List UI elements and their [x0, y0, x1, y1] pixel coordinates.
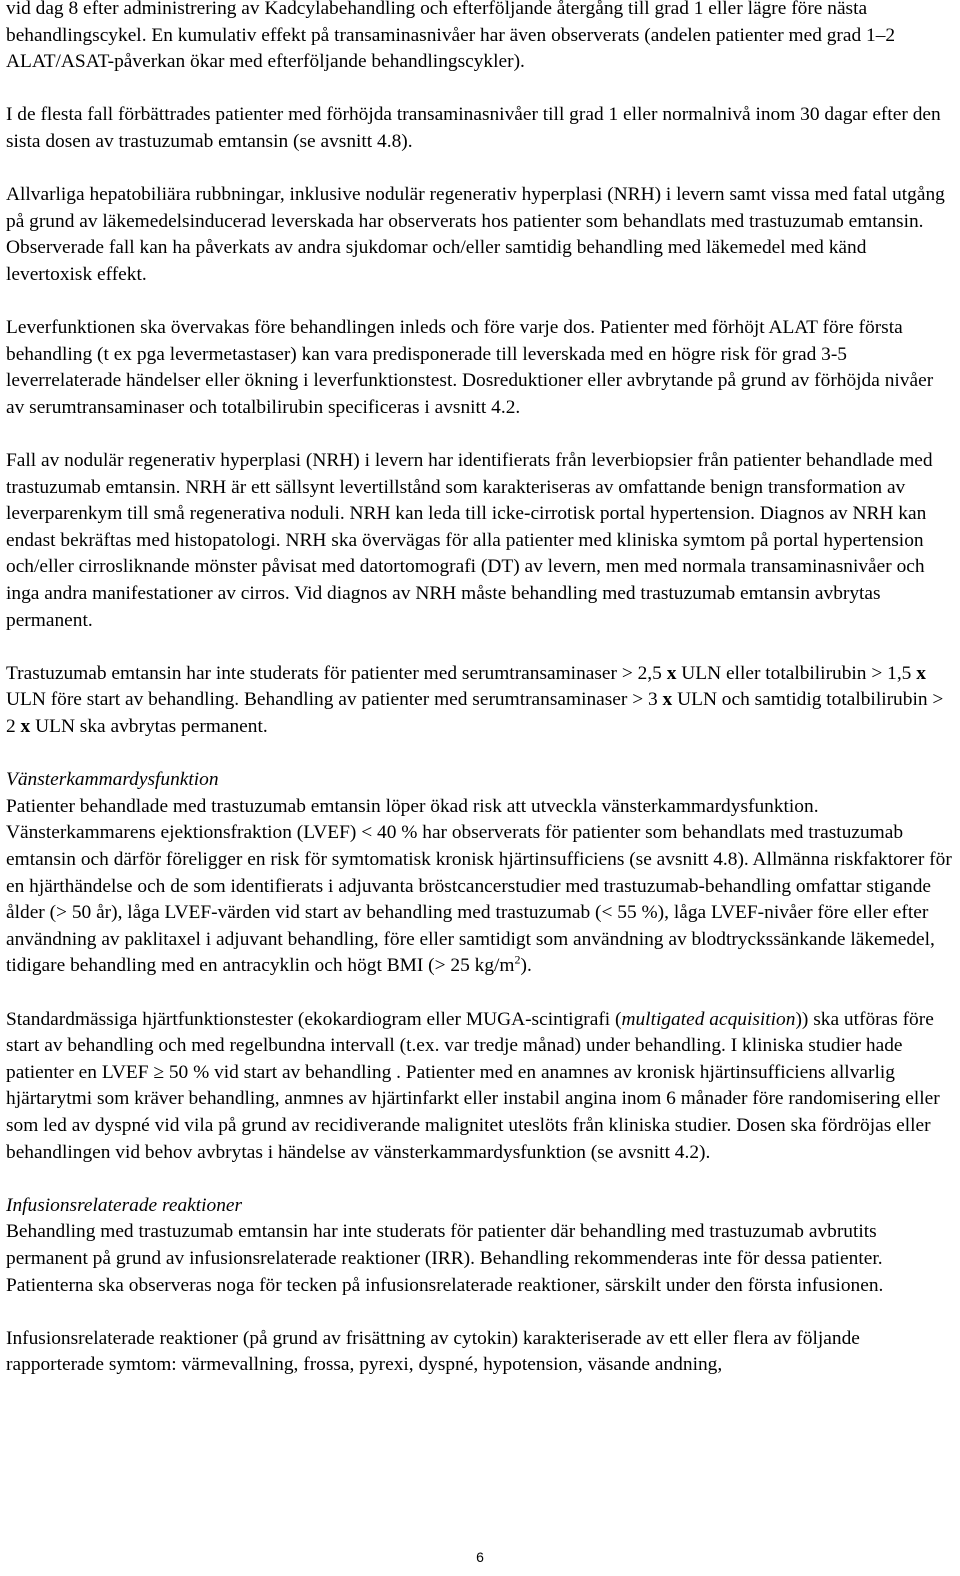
paragraph-liver-monitoring: Leverfunktionen ska övervakas före behandlingen inleds och före varje dos. Patienter med förhöjt ALAT före första behandling (t ex pga levermetastaser) kan vara predisponerade till leverskada med en högre risk för grad 3-5 leverrelaterade händelser eller ökning i leverfunktionstest. Dosreduktioner eller avbrytande på grund av förhöjda nivåer av serumtransaminaser och totalbilirubin specificeras i avsnitt 4.2.: [6, 317, 934, 418]
heading-left-ventricular-dysfunction: Vänsterkammardysfunktion: [6, 769, 219, 791]
paragraph-cardiac-function-tests: [6, 1007, 954, 1167]
irr-body-text: Behandling med trastuzumab emtansin har inte studerats för patienter där behandling med trastuzumab avbrutits permanent på grund av infusionsrelaterade reaktioner (IRR). Behandling rekommenderas inte för dessa patienter. Patienterna ska observeras noga för tecken på infusionsrelaterade reaktioner, särskilt under den första infusionen.: [6, 1221, 884, 1296]
uln-text-c: ULN före start av behandling. Behandling av patienter med serumtransaminaser > 3: [6, 689, 663, 711]
uln-multiplier-3: x: [662, 689, 673, 711]
page-number: 6: [476, 1549, 484, 1565]
uln-multiplier-1: x: [666, 662, 677, 684]
paragraph-transaminase-recovery-timing: vid dag 8 efter administrering av Kadcylabehandling och efterföljande återgång till grad 1 eller lägre före nästa behandlingscykel. En kumulativ effekt på transaminasnivåer har även observerats (andelen patienter med grad 1–2 ALAT/ASAT-påverkan ökar med efterföljande behandlingscykler).: [6, 0, 896, 73]
paragraph-nrh: Fall av nodulär regenerativ hyperplasi (NRH) i levern har identifierats från leverbiopsier från patienter behandlade med trastuzumab emtansin. NRH är ett sällsynt levertillstånd som karakteriseras av omfattande benign transformation av leverparenkym till små regenerativa noduli. NRH kan leda till icke-cirrotisk portal hypertension. Diagnos av NRH kan endast bekräftas med histopatologi. NRH ska övervägas för alla patienter med kliniska symtom på portal hypertension och/eller cirrosliknande mönster påvisat med datortomografi (DT) av levern, men med normala transaminasnivåer och inga andra manifestationer av cirros. Vid diagnos av NRH måste behandling med trastuzumab emtansin avbrytas permanent.: [6, 450, 933, 631]
cardiac-text-b: )) ska utföras före start av behandling och med regelbundna intervall (t.ex. var tredje månad) under behandling. I kliniska studier hade patienter en LVEF ≥ 50 % vid start av behandling . Patienter med en anamnes av kronisk hjärtinsufficiens allvarlig hjärtarytmi som kräver behandling, anmnes av hjärtinfarkt eller instabil angina inom 6 månader före randomisering eller som led av dyspné vid vila på grund av recidiverande malignitet uteslöts från kliniska studier. Dosen ska fördröjas eller behandlingen vid behov avbrytas i händelse av vänsterkammardysfunktion (se avsnitt 4.2).: [6, 1008, 940, 1163]
uln-text-d: ULN och samtidig totalbilirubin > 2: [6, 689, 944, 738]
uln-multiplier-2: x: [916, 662, 926, 684]
uln-text-b: ULN eller totalbilirubin > 1,5: [676, 662, 917, 684]
superscript-2: 2: [514, 952, 521, 967]
cardiac-text-a: Standardmässiga hjärtfunktionstester (ekokardiogram eller MUGA-scintigrafi (: [6, 1008, 622, 1030]
paragraph-irr-symptoms: Infusionsrelaterade reaktioner (på grund av frisättning av cytokin) karakteriserade av ett eller flera av följande rapporterade symtom: värmevallning, frossa, pyrexi, dyspné, hypotension, väsande andning,: [6, 1327, 860, 1376]
lvd-body-text: Patienter behandlade med trastuzumab emtansin löper ökad risk att utveckla vänsterkammardysfunktion. Vänsterkammarens ejektionsfraktion (LVEF) < 40 % har observerats för patienter som behandlats med trastuzumab emtansin och därför föreligger en risk för symtomatisk kronisk hjärtinsufficiens (se avsnitt 4.8). Allmänna riskfaktorer för en hjärthändelse och de som identifierats i adjuvanta bröstcancerstudier med trastuzumab-behandling omfattar stigande ålder (> 50 år), låga LVEF-värden vid start av behandling med trastuzumab (< 55 %), låga LVEF-nivåer före eller efter användning av paklitaxel i adjuvant behandling, före eller samtidigt som användning av blodtryckssänkande läkemedel, tidigare behandling med en antracyklin och högt BMI (> 25 kg/m: [6, 795, 952, 977]
paragraph-hepatobiliary-disorders: Allvarliga hepatobiliära rubbningar, inklusive nodulär regenerativ hyperplasi (NRH) i levern samt vissa med fatal utgång på grund av läkemedelsinducerad leverskada har observerats hos patienter som behandlats med trastuzumab emtansin. Observerade fall kan ha påverkats av andra sjukdomar och/eller samtidig behandling med läkemedel med känd levertoxisk effekt.: [6, 184, 945, 285]
uln-text-e: ULN ska avbrytas permanent.: [30, 716, 268, 738]
paragraph-transaminase-improvement: I de flesta fall förbättrades patienter med förhöjda transaminasnivåer till grad 1 eller normalnivå inom 30 dagar efter den sista dosen av trastuzumab emtansin (se avsnitt 4.8).: [6, 104, 941, 152]
cardiac-italic-term: multigated acquisition: [621, 1008, 796, 1030]
lvd-body-end: ).: [520, 955, 532, 977]
uln-multiplier-4: x: [20, 716, 31, 738]
document-page: [6, 0, 954, 1405]
section-infusion-related-reactions: [6, 1193, 954, 1299]
section-left-ventricular-dysfunction: [6, 767, 954, 980]
paragraph-uln-thresholds: [6, 661, 954, 741]
uln-text-a: Trastuzumab emtansin har inte studerats för patienter med serumtransaminaser > 2,5: [6, 662, 667, 684]
heading-infusion-related-reactions: Infusionsrelaterade reaktioner: [6, 1194, 243, 1216]
